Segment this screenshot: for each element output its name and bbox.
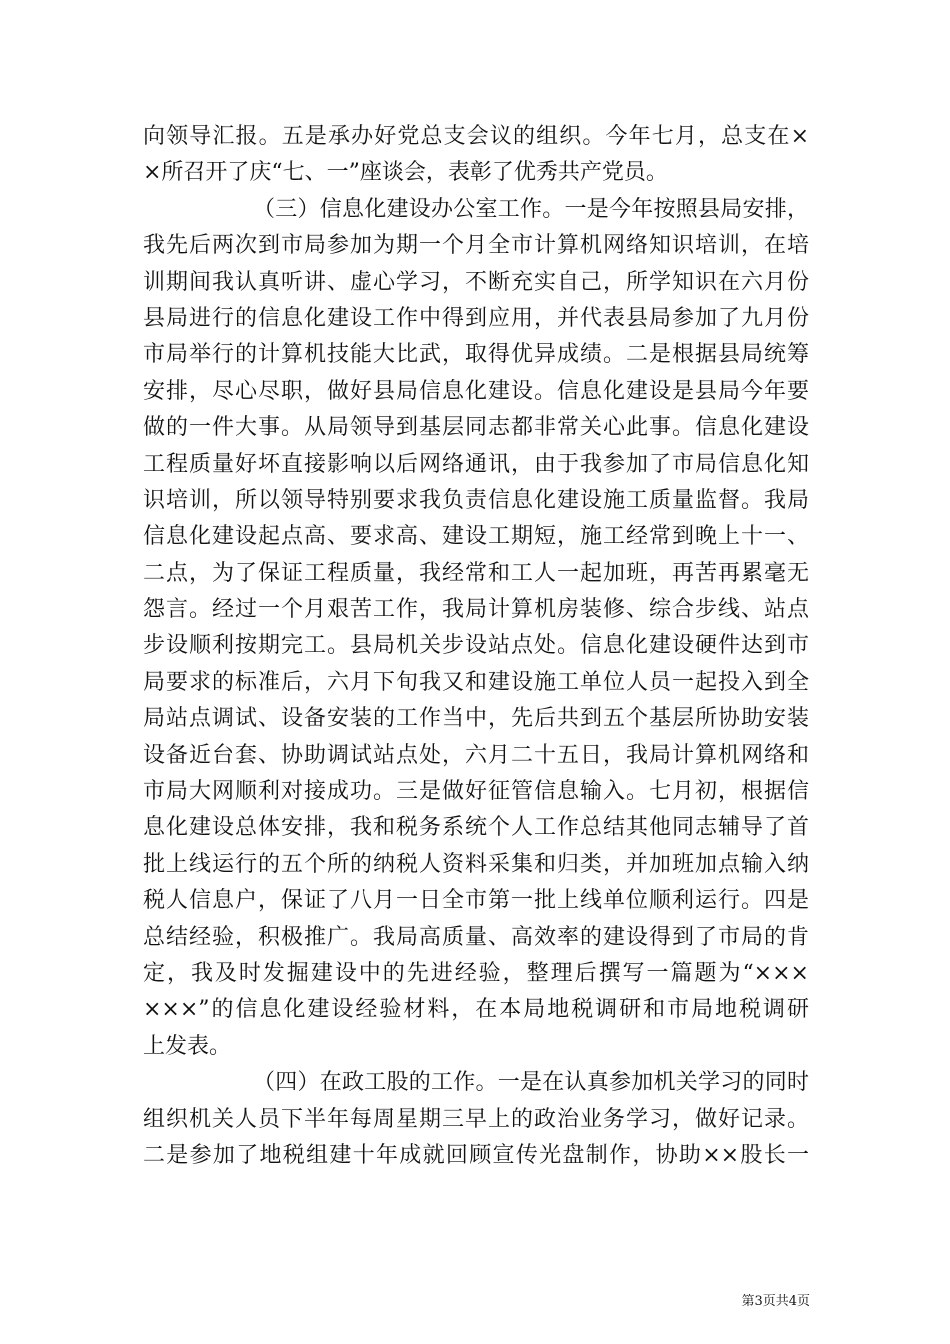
paragraph-line: 训期间我认真听讲、虚心学习，不断充实自己，所学知识在六月份 bbox=[143, 269, 809, 295]
paragraph-line: 安排，尽心尽职，做好县局信息化建设。信息化建设是县局今年要 bbox=[143, 378, 809, 404]
paragraph-line: 批上线运行的五个所的纳税人资料采集和归类，并加班加点输入纳 bbox=[143, 851, 809, 877]
paragraph-line: （四）在政工股的工作。一是在认真参加机关学习的同时 bbox=[253, 1070, 809, 1096]
paragraph-line: 组织机关人员下半年每周星期三早上的政治业务学习，做好记录。 bbox=[143, 1106, 809, 1132]
page-number: 第3页共4页 bbox=[741, 1294, 810, 1309]
document-body bbox=[143, 119, 809, 1174]
paragraph-line: 向领导汇报。五是承办好党总支会议的组织。今年七月，总支在× bbox=[143, 124, 809, 149]
paragraph-line: 做的一件大事。从局领导到基层同志都非常关心此事。信息化建设 bbox=[143, 415, 809, 441]
paragraph-line: 我先后两次到市局参加为期一个月全市计算机网络知识培训，在培 bbox=[143, 233, 809, 259]
paragraph-line: 局要求的标准后，六月下旬我又和建设施工单位人员一起投入到全 bbox=[143, 669, 809, 695]
paragraph-line: 定，我及时发掘建设中的先进经验，整理后撰写一篇题为“××× bbox=[143, 960, 809, 986]
paragraph-line: 步设顺利按期完工。县局机关步设站点处。信息化建设硬件达到市 bbox=[143, 633, 809, 659]
paragraph-line: 二是参加了地税组建十年成就回顾宣传光盘制作，协助××股长一 bbox=[143, 1142, 809, 1168]
paragraph-line: 息化建设总体安排，我和税务系统个人工作总结其他同志辅导了首 bbox=[143, 815, 809, 841]
paragraph-line: 工程质量好坏直接影响以后网络通讯，由于我参加了市局信息化知 bbox=[143, 451, 809, 477]
paragraph-line: （三）信息化建设办公室工作。一是今年按照县局安排， bbox=[253, 196, 809, 222]
paragraph-line: 市局大网顺利对接成功。三是做好征管信息输入。七月初，根据信 bbox=[143, 779, 809, 805]
paragraph-line: 识培训，所以领导特别要求我负责信息化建设施工质量监督。我局 bbox=[143, 487, 809, 513]
paragraph-line: 总结经验，积极推广。我局高质量、高效率的建设得到了市局的肯 bbox=[143, 924, 809, 950]
paragraph-line: 市局举行的计算机技能大比武，取得优异成绩。二是根据县局统筹 bbox=[143, 342, 809, 368]
paragraph-line: 设备近台套、协助调试站点处，六月二十五日，我局计算机网络和 bbox=[143, 742, 809, 768]
paragraph-line: 信息化建设起点高、要求高、建设工期短，施工经常到晚上十一、 bbox=[143, 524, 809, 550]
paragraph-line: 二点，为了保证工程质量，我经常和工人一起加班，再苦再累毫无 bbox=[143, 560, 809, 586]
paragraph-line: 上发表。 bbox=[143, 1033, 232, 1059]
paragraph-line: 局站点调试、设备安装的工作当中，先后共到五个基层所协助安装 bbox=[143, 706, 809, 732]
paragraph-line: ×××”的信息化建设经验材料，在本局地税调研和市局地税调研 bbox=[143, 997, 809, 1023]
paragraph-line: ×所召开了庆“七、一”座谈会，表彰了优秀共产党员。 bbox=[143, 160, 668, 186]
paragraph-line: 怨言。经过一个月艰苦工作，我局计算机房装修、综合步线、站点 bbox=[143, 597, 809, 623]
paragraph-line: 税人信息户，保证了八月一日全市第一批上线单位顺利运行。四是 bbox=[143, 888, 809, 914]
paragraph-line: 县局进行的信息化建设工作中得到应用，并代表县局参加了九月份 bbox=[143, 305, 809, 331]
